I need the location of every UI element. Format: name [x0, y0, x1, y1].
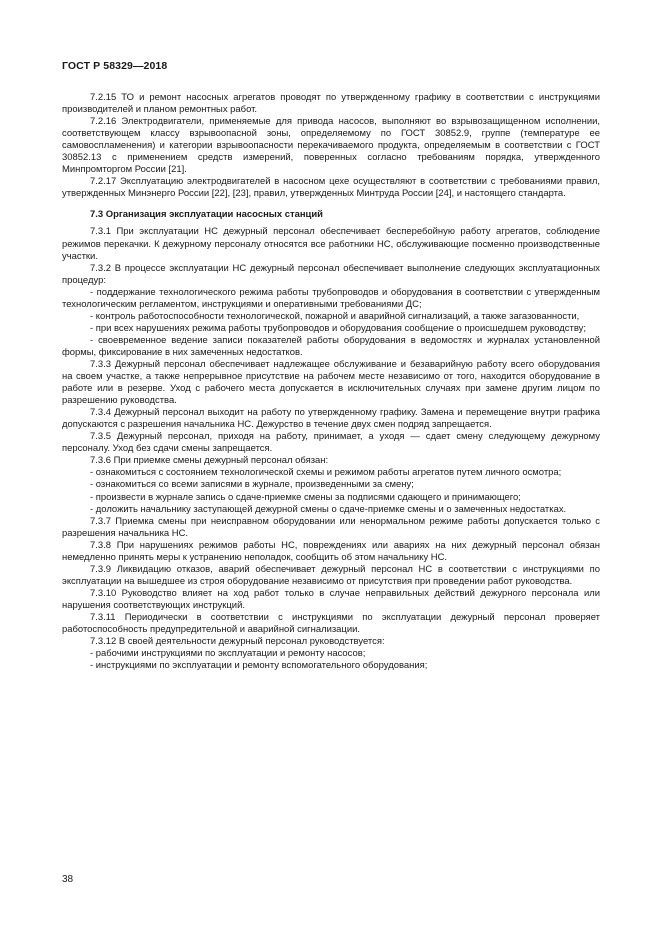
- list-item: - доложить начальнику заступающей дежурной смены о сдаче-приемке смены и о замеченных недостатках.: [90, 503, 567, 515]
- list-item: - ознакомиться с состоянием технологической схемы и режимом работы агрегатов путем личного осмотра;: [90, 467, 562, 479]
- paragraph-7-3-4: 7.3.4 Дежурный персонал выходит на работу по утвержденному графику. Замена и перемещение внутри графика допускаются с разрешения начальника НС. Дежурство в течение двух смен подряд запрещается.: [62, 407, 600, 431]
- list-item: - рабочими инструкциями по эксплуатации и ремонту насосов;: [90, 648, 366, 660]
- standard-code-header: ГОСТ Р 58329—2018: [62, 60, 168, 72]
- page-number: 38: [62, 874, 74, 885]
- paragraph-7-3-5: 7.3.5 Дежурный персонал, приходя на работу, принимает, а уходя — сдает смену следующему дежурному персоналу. Уход без сдачи смены запрещается.: [62, 431, 600, 455]
- list-item: - ознакомиться со всеми записями в журнале, произведенными за смену;: [90, 479, 414, 491]
- paragraph-7-2-15: 7.2.15 ТО и ремонт насосных агрегатов проводят по утвержденному графику в соответствии с инструкциями производителей и планом ремонтных работ.: [62, 92, 600, 116]
- section-heading: 7.3 Организация эксплуатации насосных станций: [90, 209, 323, 221]
- paragraph-7-3-9: 7.3.9 Ликвидацию отказов, аварий обеспечивает дежурный персонал НС в соответствии с инструкциями по эксплуатации на вышедшее из строя оборудование независимо от присутствия при проведении работ руководства.: [62, 563, 600, 587]
- list-item: - поддержание технологического режима работы трубопроводов и оборудования в соответствии с утвержденным технологическим регламентом, инструкциями и оперативными требованиями ДС;: [62, 286, 600, 310]
- document-body: [62, 92, 600, 672]
- list-item: - произвести в журнале запись о сдаче-приемке смены за подписями сдающего и принимающего;: [90, 491, 521, 503]
- list-item: - контроль работоспособности технологической, пожарной и аварийной сигнализаций, а также загазованности,: [90, 310, 580, 322]
- paragraph-7-3-2: 7.3.2 В процессе эксплуатации НС дежурный персонал обеспечивает выполнение следующих эксплуатационных процедур:: [62, 262, 600, 286]
- list-item: - своевременное ведение записи показателей работы оборудования в ведомостях и журналах установленной формы, фиксирование в них замеченных недостатков.: [62, 334, 600, 358]
- paragraph-7-3-10: 7.3.10 Руководство влияет на ход работ только в случае неправильных действий дежурного персонала или нарушения соответствующих инструкций.: [62, 587, 600, 611]
- paragraph-7-3-8: 7.3.8 При нарушениях режимов работы НС, повреждениях или авариях на них дежурный персонал обязан немедленно принять меры к устранению неполадок, сообщить об этом начальнику НС.: [62, 539, 600, 563]
- paragraph-7-2-17: 7.2.17 Эксплуатацию электродвигателей в насосном цехе осуществляют в соответствии с требованиями правил, утвержденных Минэнерго России [22], [23], правил, утвержденных Минтруда России [24], и настоящего стандарта.: [62, 176, 600, 200]
- paragraph-7-3-6: 7.3.6 При приемке смены дежурный персонал обязан:: [90, 455, 329, 467]
- paragraph-7-2-16: 7.2.16 Электродвигатели, применяемые для привода насосов, выполняют во взрывозащищенном исполнении, соответствующем классу взрывоопасной зоны, определяемому по ГОСТ 30852.9, группе (температуре ее самовоспламенения) и категории взрывоопасности перекачиваемого продукта, определяемым в соответствии с ГОСТ 30852.13 с применением средств измерений, поверенных согласно требованиям порядка, утвержденного Минпромторгом России [21].: [62, 116, 600, 176]
- paragraph-7-3-11: 7.3.11 Периодически в соответствии с инструкциями по эксплуатации дежурный персонал проверяет работоспособность предупредительной и аварийной сигнализации.: [62, 611, 600, 636]
- paragraph-7-3-1: 7.3.1 При эксплуатации НС дежурный персонал обеспечивает бесперебойную работу агрегатов, соблюдение режимов перекачки. К дежурному персоналу относятся все работники НС, обслуживающие посменно производственные участки.: [62, 226, 600, 262]
- paragraph-7-3-3: 7.3.3 Дежурный персонал обеспечивает надлежащее обслуживание и безаварийную работу всего оборудования на своем участке, а также непрерывное присутствие на рабочем месте независимо от того, находится оборудование в работе или в резерве. Уход с рабочего места допускается в исключительных случаях при замене другим лицом по разрешению руководства.: [62, 358, 600, 407]
- list-item: - при всех нарушениях режима работы трубопроводов и оборудования сообщение о происшедшем руководству;: [90, 322, 586, 334]
- paragraph-7-3-7: 7.3.7 Приемка смены при неисправном оборудовании или ненормальном режиме работы допускается только с разрешения начальника НС.: [62, 515, 600, 539]
- paragraph-7-3-12: 7.3.12 В своей деятельности дежурный персонал руководствуется:: [90, 636, 385, 648]
- list-item: - инструкциями по эксплуатации и ремонту вспомогательного оборудования;: [90, 660, 428, 672]
